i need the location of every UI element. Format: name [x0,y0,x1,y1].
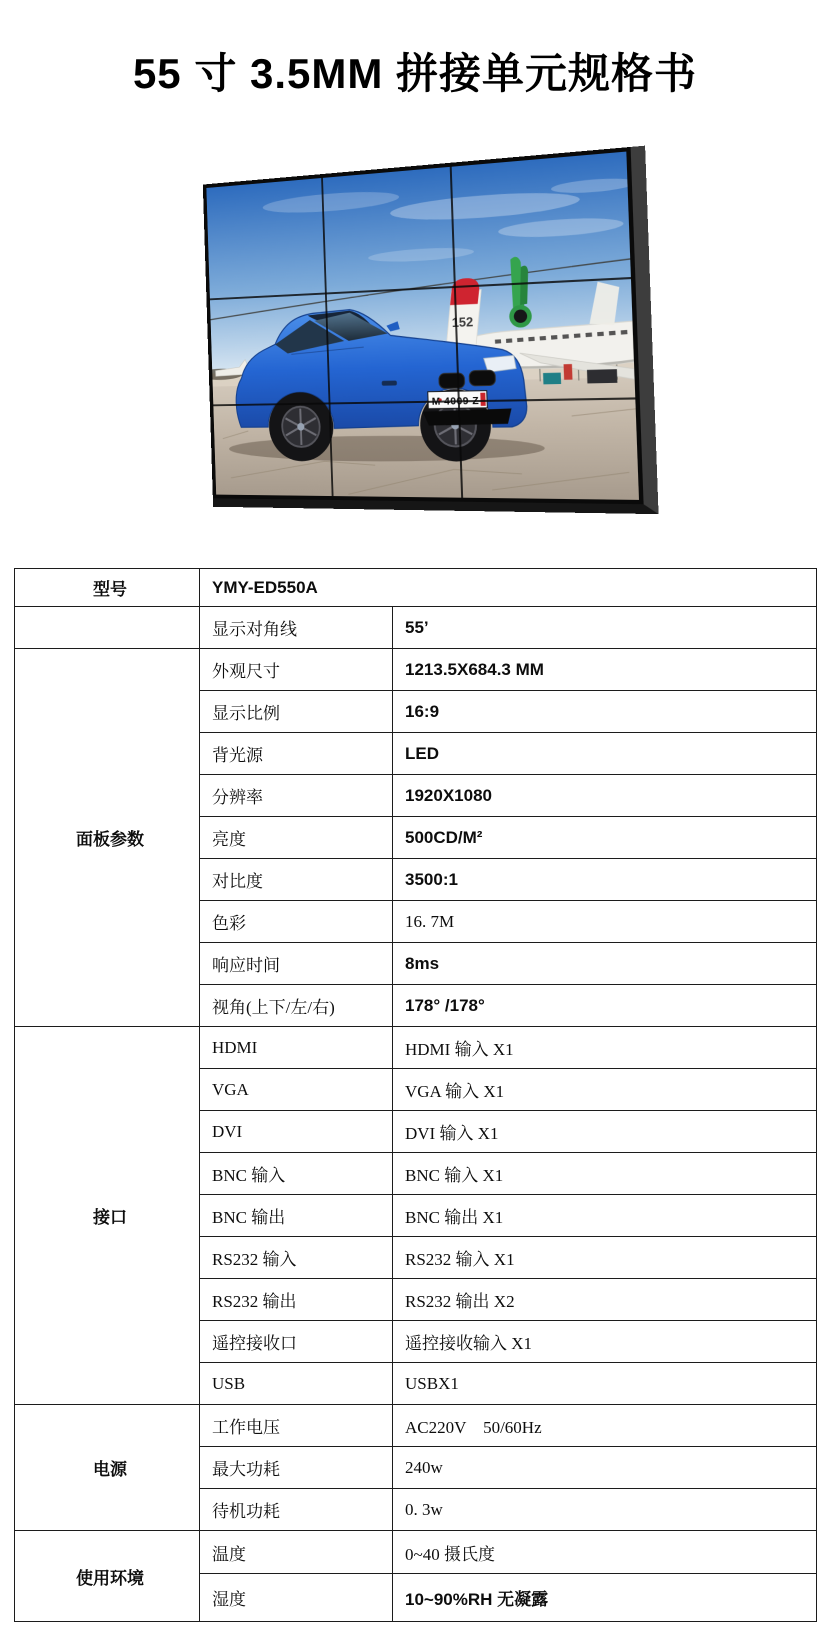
spec-label: VGA [200,1069,393,1111]
spec-label: 外观尺寸 [200,649,393,691]
spec-value: USBX1 [393,1363,817,1405]
spec-value: 遥控接收输入 X1 [393,1321,817,1363]
car-grille-left [439,373,465,389]
spec-value: 8ms [393,943,817,985]
spec-label: 最大功耗 [200,1447,393,1489]
spec-value: RS232 输出 X2 [393,1279,817,1321]
table-row [15,1027,817,1069]
spec-label: 亮度 [200,817,393,859]
page-title: 55 寸 3.5MM 拼接单元规格书 [132,50,698,97]
video-wall-cabinet [203,146,659,514]
empty-cell [15,607,200,649]
spec-value: 16. 7M [393,901,817,943]
car-grille-right [469,370,495,386]
spec-label: 对比度 [200,859,393,901]
spec-value: RS232 输入 X1 [393,1237,817,1279]
spec-label: BNC 输出 [200,1195,393,1237]
spec-label: 背光源 [200,733,393,775]
section-header-power: 电源 [15,1405,200,1531]
spec-value: 55’ [393,607,817,649]
screen-content-image [206,152,639,500]
spec-value: 10~90%RH 无凝露 [393,1574,817,1622]
spec-label: USB [200,1363,393,1405]
spec-label: 视角(上下/左/右) [200,985,393,1027]
spec-label: RS232 输入 [200,1237,393,1279]
table-row [15,1405,817,1447]
table-row [15,607,817,649]
spec-value: AC220V 50/60Hz [393,1405,817,1447]
video-wall-screen [206,152,639,500]
product-photo [0,122,830,554]
table-row [15,569,817,607]
model-header: 型号 [15,569,200,607]
spec-label: RS232 输出 [200,1279,393,1321]
spec-label: 分辨率 [200,775,393,817]
table-row [15,1531,817,1574]
spec-value: HDMI 输入 X1 [393,1027,817,1069]
section-header-panel: 面板参数 [15,649,200,1027]
spec-label: HDMI [200,1027,393,1069]
section-header-interface: 接口 [15,1027,200,1405]
spec-value: 0. 3w [393,1489,817,1531]
spec-table [14,568,817,1622]
spec-label: 温度 [200,1531,393,1574]
spec-label: 遥控接收口 [200,1321,393,1363]
table-row [15,649,817,691]
spec-value: BNC 输出 X1 [393,1195,817,1237]
spec-label: 显示比例 [200,691,393,733]
spec-label: 湿度 [200,1574,393,1622]
spec-label: 工作电压 [200,1405,393,1447]
spec-value: 178° /178° [393,985,817,1027]
spec-label: 色彩 [200,901,393,943]
car-side-vent [382,381,397,386]
spec-value: DVI 输入 X1 [393,1111,817,1153]
spec-value: 500CD/M² [393,817,817,859]
spec-value: VGA 输入 X1 [393,1069,817,1111]
airplane-tail-number: 152 [451,314,474,331]
spec-value: LED [393,733,817,775]
model-value: YMY-ED550A [200,569,817,607]
spec-value: 1920X1080 [393,775,817,817]
spec-value: 1213.5X684.3 MM [393,649,817,691]
spec-value: 3500:1 [393,859,817,901]
spec-label: DVI [200,1111,393,1153]
section-header-environment: 使用环境 [15,1531,200,1622]
spec-value: 16:9 [393,691,817,733]
spec-value: 0~40 摄氏度 [393,1531,817,1574]
spec-table-container [14,568,816,1622]
spec-value: 240w [393,1447,817,1489]
spec-label: BNC 输入 [200,1153,393,1195]
spec-value: BNC 输入 X1 [393,1153,817,1195]
spec-label: 响应时间 [200,943,393,985]
spec-label: 待机功耗 [200,1489,393,1531]
spec-label: 显示对角线 [200,607,393,649]
